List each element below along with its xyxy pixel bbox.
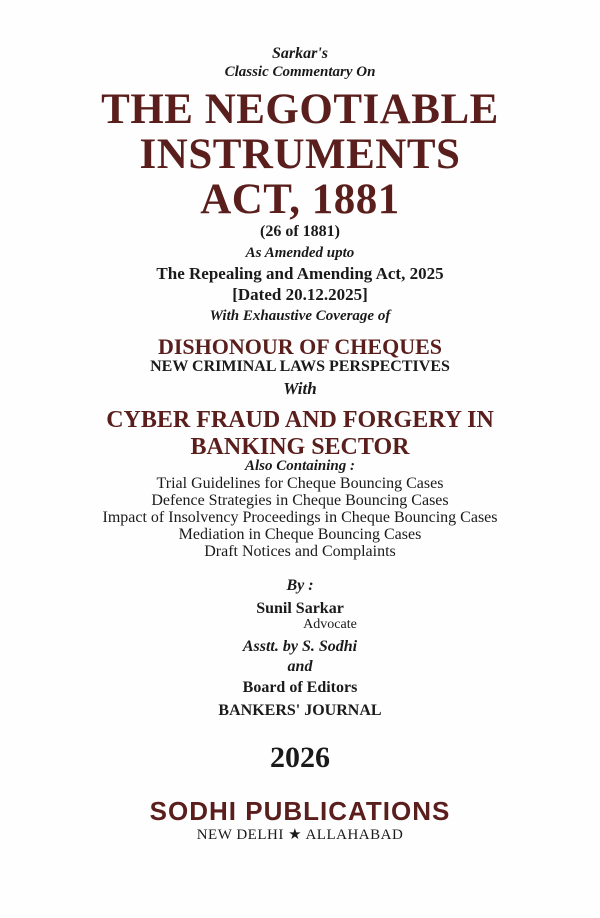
author-name: Sunil Sarkar (256, 600, 344, 617)
journal-line: BANKERS' JOURNAL (218, 702, 382, 719)
contents-item: Mediation in Cheque Bouncing Cases (178, 526, 422, 543)
with-line: With (283, 379, 317, 398)
dated-line: [Dated 20.12.2025] (232, 285, 368, 304)
author-role: Advocate (303, 617, 357, 632)
publisher-name: SODHI PUBLICATIONS (149, 796, 451, 826)
perspectives-line: NEW CRIMINAL LAWS PERSPECTIVES (150, 358, 450, 375)
contents-item: Impact of Insolvency Proceedings in Cheque Bouncing Cases (102, 509, 498, 526)
by-line: By : (286, 577, 314, 594)
and-line: and (287, 658, 313, 675)
assistant-line: Asstt. by S. Sodhi (242, 638, 358, 655)
act-number: (26 of 1881) (260, 223, 340, 240)
title-line-1: THE NEGOTIABLE (101, 86, 499, 133)
publisher-cities: NEW DELHI ★ ALLAHABAD (196, 827, 404, 843)
series-line: Classic Commentary On (224, 64, 376, 80)
contents-item: Defence Strategies in Cheque Bouncing Cases (151, 492, 449, 509)
contents-item: Draft Notices and Complaints (204, 543, 396, 560)
cyber-heading-line-1: CYBER FRAUD AND FORGERY IN (106, 407, 494, 433)
coverage-line: With Exhaustive Coverage of (209, 308, 391, 324)
board-line: Board of Editors (242, 679, 358, 696)
author-possessive: Sarkar's (271, 45, 329, 62)
publication-year: 2026 (270, 741, 330, 774)
amending-act: The Repealing and Amending Act, 2025 (156, 264, 444, 283)
contents-item: Trial Guidelines for Cheque Bouncing Cases (156, 475, 444, 492)
dishonour-heading: DISHONOUR OF CHEQUES (157, 334, 442, 359)
title-line-3: ACT, 1881 (200, 176, 400, 223)
cyber-heading-line-2: BANKING SECTOR (190, 434, 410, 460)
title-line-2: INSTRUMENTS (139, 131, 461, 178)
also-containing: Also Containing : (244, 458, 356, 474)
amended-prefix: As Amended upto (245, 245, 355, 261)
